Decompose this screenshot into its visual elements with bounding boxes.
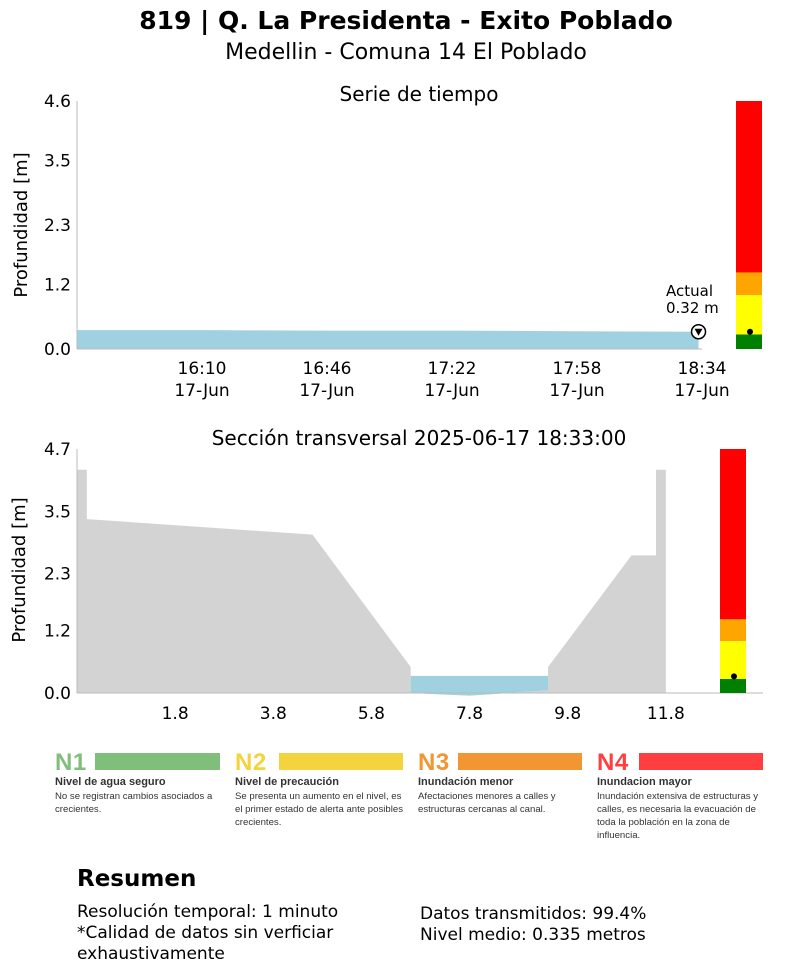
xs-xtick-label: 5.8 xyxy=(357,704,385,724)
ts-ytick-label: 0.0 xyxy=(43,340,71,360)
xs-ytick-label: 4.7 xyxy=(43,440,71,460)
ts-ytick-label: 2.3 xyxy=(43,216,71,236)
level-band-green xyxy=(720,679,746,693)
ts-xtick-time: 17:58 xyxy=(552,359,602,379)
xs-ytick-label: 1.2 xyxy=(43,621,71,642)
xs-xtick-label: 3.8 xyxy=(259,704,287,724)
summary-title: Resumen xyxy=(77,866,197,892)
legend-n1-bar xyxy=(95,753,220,770)
level-band-orange xyxy=(736,272,762,295)
legend-n2-bar xyxy=(279,753,403,770)
legend-n3-bar xyxy=(458,753,582,770)
ts-chart-title: Serie de tiempo xyxy=(339,82,499,106)
legend-n1-code: N1 xyxy=(55,749,87,776)
legend-n1-title: Nivel de agua seguro xyxy=(55,776,166,788)
legend-n4-bar xyxy=(639,753,763,770)
summary-right xyxy=(420,904,646,946)
level-band-yellow xyxy=(720,641,746,679)
legend-n3-title: Inundación menor xyxy=(418,776,514,788)
summary-quality-note-cont: exhaustivamente xyxy=(77,944,225,964)
ts-xtick-time: 16:46 xyxy=(302,359,352,379)
legend-n2-code: N2 xyxy=(235,749,267,776)
page-title: 819 | Q. La Presidenta - Exito Poblado xyxy=(139,6,673,35)
level-band-red xyxy=(736,101,762,272)
level-band-red xyxy=(720,449,746,619)
xs-terrain xyxy=(77,470,666,696)
ts-xtick-date: 17-Jun xyxy=(549,381,605,401)
legend-n4 xyxy=(597,749,765,842)
level-band-green xyxy=(736,334,762,349)
legend-n3-desc: Afectaciones menores a calles y estructuras cercanas al canal. xyxy=(418,791,556,815)
ts-water-area xyxy=(77,330,699,349)
ts-xtick-date: 17-Jun xyxy=(424,381,480,401)
legend-n4-code: N4 xyxy=(597,749,629,776)
legend-n4-desc: Inundación extensiva de estructuras y calles, es necesaria la evacuación de toda la población en la zona de influencia. xyxy=(597,791,759,841)
xs-ytick-label: 2.3 xyxy=(43,564,71,585)
ts-current-value: 0.32 m xyxy=(666,299,719,317)
summary-resolution: Resolución temporal: 1 minuto xyxy=(77,902,339,922)
level-band-orange xyxy=(720,619,746,641)
ts-y-axis-label: Profundidad [m] xyxy=(11,152,32,298)
ts-xtick-date: 17-Jun xyxy=(674,381,730,401)
legend-n3-code: N3 xyxy=(418,749,450,776)
legend-n2-title: Nivel de precaución xyxy=(235,776,339,788)
legend-n3 xyxy=(418,749,586,816)
ts-ytick-label: 3.5 xyxy=(43,151,71,172)
ts-xtick-time: 17:22 xyxy=(427,359,477,379)
legend-n4-title: Inundacion mayor xyxy=(597,776,692,788)
xs-ytick-label: 0.0 xyxy=(43,684,71,704)
level-marker xyxy=(731,673,737,679)
level-band-yellow xyxy=(736,295,762,334)
page-subtitle: Medellin - Comuna 14 El Poblado xyxy=(225,40,587,65)
xs-ytick-label: 3.5 xyxy=(43,502,71,523)
ts-ytick-label: 4.6 xyxy=(43,92,71,112)
time-series-chart xyxy=(0,0,812,420)
xs-y-axis-label: Profundidad [m] xyxy=(9,497,30,643)
ts-xtick-time: 16:10 xyxy=(177,359,227,379)
legend-n1 xyxy=(55,749,223,816)
ts-current-label: Actual xyxy=(666,282,713,300)
ts-xtick-date: 17-Jun xyxy=(299,381,355,401)
xs-chart-title: Sección transversal 2025-06-17 18:33:00 xyxy=(211,426,627,450)
xs-xtick-label: 11.8 xyxy=(646,704,685,724)
level-marker xyxy=(747,329,753,335)
summary-quality-note: *Calidad de datos sin verficiar xyxy=(77,923,334,943)
summary-mean-level: Nivel medio: 0.335 metros xyxy=(420,925,646,945)
legend-n2 xyxy=(235,749,403,829)
ts-ytick-label: 1.2 xyxy=(43,275,71,296)
xs-xtick-label: 7.8 xyxy=(456,704,484,724)
ts-xtick-time: 18:34 xyxy=(677,359,727,379)
summary-data-transmitted: Datos transmitidos: 99.4% xyxy=(420,904,647,924)
ts-xtick-date: 17-Jun xyxy=(174,381,230,401)
legend-n1-desc: No se registran cambios asociados a crecientes. xyxy=(55,791,213,815)
xs-xtick-label: 9.8 xyxy=(554,704,582,724)
summary-left xyxy=(77,902,338,965)
cross-section-chart xyxy=(0,420,812,750)
legend-n2-desc: Se presenta un aumento en el nivel, es el primer estado de alerta ante posibles crecientes. xyxy=(235,791,403,828)
xs-xtick-label: 1.8 xyxy=(161,704,189,724)
